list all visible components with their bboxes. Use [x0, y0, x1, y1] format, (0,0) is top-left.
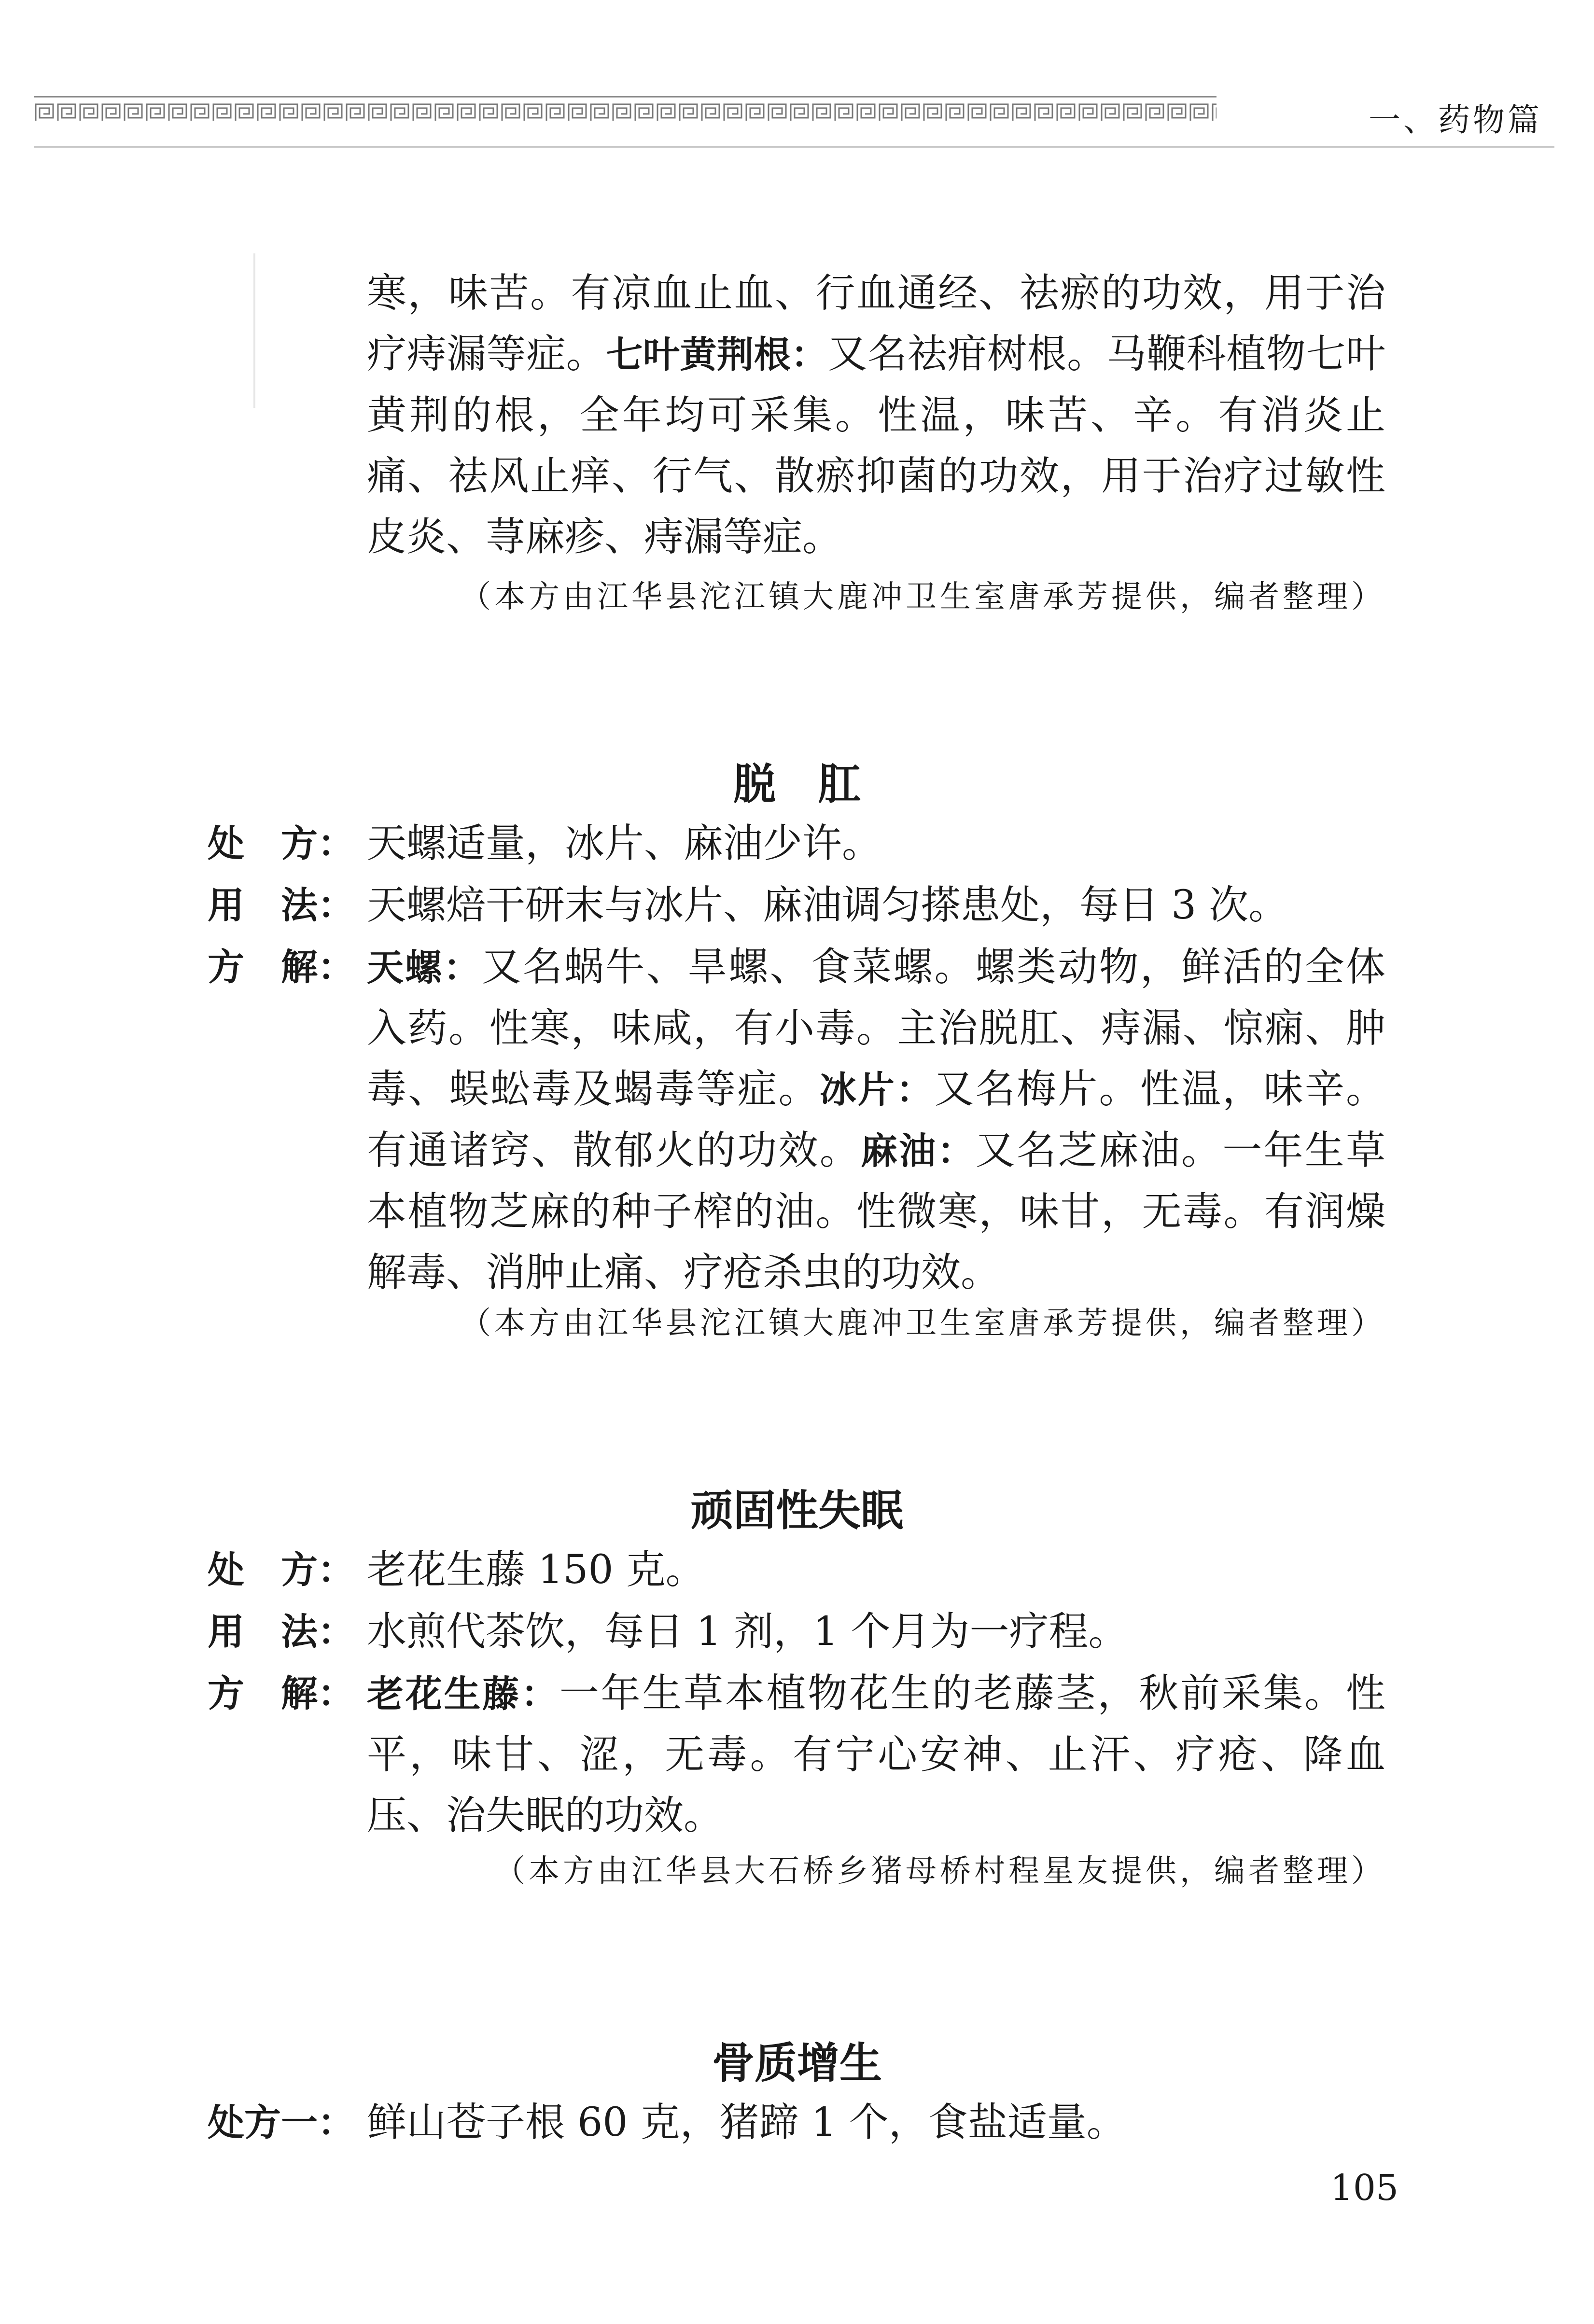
continuation-text-2: 又名祛疳树根。马鞭科植物七叶黄荆的根，全年均可采集。性温，味苦、辛。有消炎止痛、祛风止痒、行气、散瘀抑菌的功效，用于治疗过敏性皮炎、荨麻疹、痔漏等症。: [367, 331, 1385, 560]
term-qiye-huangjing-gen: 七叶黄荆根：: [606, 333, 828, 376]
section-title-tuogang: 脱 肛: [733, 759, 861, 809]
source-credit: （本方由江华县沱江镇大鹿冲卫生室唐承芳提供，编者整理）: [460, 579, 1385, 615]
source-credit: （本方由江华县沱江镇大鹿冲卫生室唐承芳提供，编者整理）: [460, 1306, 1385, 1341]
explanation-text-1: 又名蜗牛、旱螺、食菜螺。螺类动物，鲜活的全体入药。性寒，味咸，有小毒。主治脱肛、痔漏、惊痫、肿毒、蜈蚣毒及蝎毒等症。: [367, 944, 1385, 1112]
prescription-label: 处方一：: [208, 2101, 354, 2144]
term-mayou: 麻油：: [861, 1129, 976, 1172]
usage-label: 用 法：: [208, 1610, 354, 1653]
header-decorative-border: [34, 101, 1216, 124]
running-header: [34, 94, 1554, 157]
term-tianluo: 天螺：: [367, 946, 482, 989]
explanation-text: [367, 937, 1385, 1303]
prescription-text: 天螺适量，冰片、麻油少许。: [367, 821, 882, 866]
explanation-text: [367, 1663, 1385, 1846]
section-title-insomnia: 顽固性失眠: [690, 1485, 903, 1535]
continuation-text: 寒，味苦。有凉血止血、行血通经、祛瘀的功效，用于治疗痔漏等症。: [367, 270, 1385, 377]
header-section-title: 一、药物篇: [1369, 101, 1542, 139]
prescription-label: 处 方：: [208, 822, 354, 865]
source-credit: （本方由江华县大石桥乡猪母桥村程星友提供，编者整理）: [494, 1853, 1385, 1889]
prescription-text: 老花生藤 150 克。: [367, 1547, 705, 1593]
explanation-text-3: 又名芝麻油。一年生草本植物芝麻的种子榨的油。性微寒，味甘，无毒。有润燥解毒、消肿止痛、疗疮杀虫的功效。: [367, 1127, 1385, 1295]
term-laohuasheng-teng: 老花生藤：: [367, 1672, 559, 1715]
usage-text: 天螺焙干研末与冰片、麻油调匀搽患处，每日 3 次。: [367, 882, 1288, 928]
prescription-label: 处 方：: [208, 1548, 354, 1591]
explanation-label: 方 解：: [208, 1672, 354, 1715]
header-top-line: [34, 96, 1216, 97]
explanation-text-1: 一年生草本植物花生的老藤茎，秋前采集。性平，味甘、涩，无毒。有宁心安神、止汗、疗疮、降血压、治失眠的功效。: [367, 1670, 1385, 1838]
header-rule: [34, 146, 1554, 148]
continuation-paragraph: [367, 263, 1385, 568]
page-crease: [253, 253, 255, 408]
page-number: 105: [1330, 2167, 1398, 2209]
prescription-text: 鲜山苍子根 60 克，猪蹄 1 个，食盐适量。: [367, 2100, 1126, 2145]
usage-text: 水煎代茶饮，每日 1 剂，1 个月为一疗程。: [367, 1609, 1128, 1655]
term-bingpian: 冰片：: [819, 1068, 935, 1111]
explanation-label: 方 解：: [208, 946, 354, 988]
usage-label: 用 法：: [208, 884, 354, 927]
section-title-bone-hyperplasia: 骨质增生: [712, 2038, 882, 2088]
explanation-text-2: 又名梅片。性温，味辛。有通诸窍、散郁火的功效。: [367, 1066, 1385, 1173]
